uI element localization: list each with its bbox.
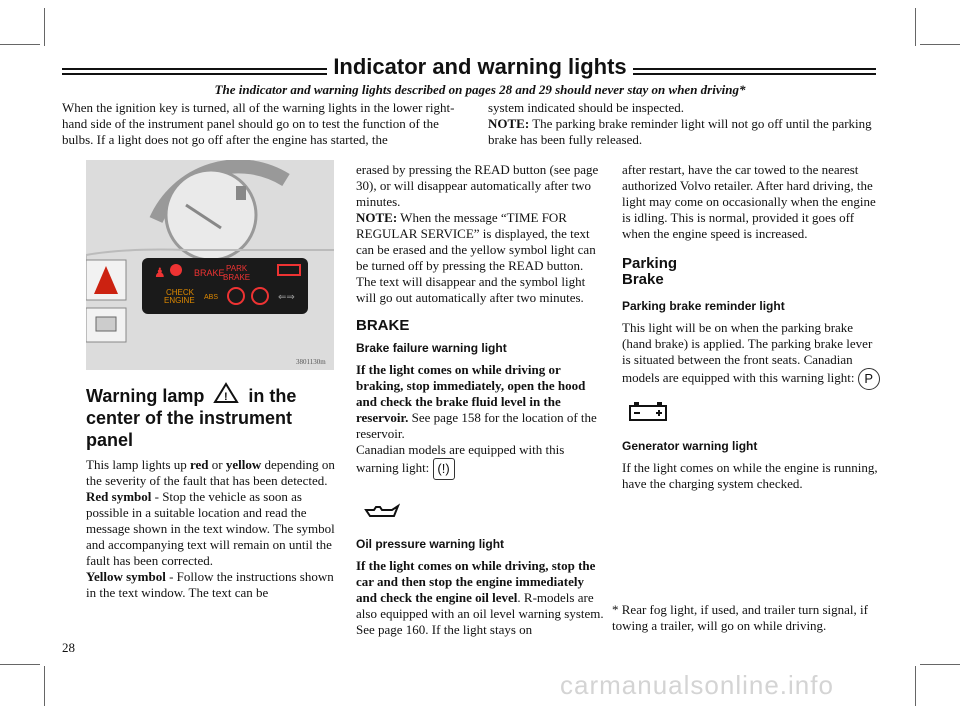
svg-text:⇐⇒: ⇐⇒ (278, 292, 295, 303)
panel-engine-label: ENGINE (164, 296, 195, 305)
oil-icon-area (356, 480, 606, 536)
instrument-panel-image (86, 160, 334, 370)
note-text: The parking brake reminder light will not go off until the parking brake has been fully released. (488, 116, 872, 147)
footnote: * Rear fog light, if used, and trailer turn signal, if towing a trailer, will go on while driving. (612, 602, 868, 633)
intro-left (62, 100, 467, 148)
panel-park-brake-label: BRAKE (223, 273, 251, 282)
crop-mark (915, 8, 916, 46)
red-symbol-label: Red symbol (86, 489, 152, 504)
warning-lamp-heading: Warning lamp ! in the center of the instrument panel (86, 382, 341, 451)
panel-brake-label: BRAKE (194, 268, 225, 278)
yellow-symbol-label: Yellow symbol (86, 569, 166, 584)
intro-left-text: When the ignition key is turned, all of the warning lights in the lower right-hand side of the instrument panel should go on to test the function of the bulbs. If a light does not go off after the engine has started, the (62, 100, 455, 147)
generator-text: If the light comes on while the engine is running, have the charging system checked. (622, 460, 878, 491)
brake-circle-icon: (!) (433, 458, 455, 480)
battery-icon-area (622, 390, 882, 428)
battery-icon (628, 400, 668, 422)
col2-continuation: erased by pressing the READ button (see page 30), or will disappear automatically after two minutes. (356, 162, 599, 209)
warning-triangle-icon (213, 382, 239, 404)
crop-mark (920, 664, 960, 665)
crop-mark (915, 666, 916, 706)
brake-failure-subheading: Brake failure warning light (356, 341, 507, 355)
page-title: Indicator and warning lights (0, 54, 960, 80)
panel-abs-label: ABS (204, 294, 219, 301)
col3-continuation: after restart, have the car towed to the nearest authorized Volvo retailer. After hard driving, the light may come on occasionally when the engine is idling. This is normal, provided it goes off when the engine speed is increased. (622, 162, 876, 241)
intro-right (488, 100, 873, 148)
column-3: after restart, have the car towed to the nearest authorized Volvo retailer. After hard driving, the light may come on occasionally when the engine is idling. This is normal, provided it goes off when the engine speed is increased. Parking Brake Parking brake reminder light This light will be on when the parking brake (hand brake) is applied. The parking brake lever is situated between the front seats. Canadian models are equipped with this warning light: P Generator warning light If the light comes on while the engine is running, have the charging system checked. (622, 162, 882, 492)
svg-text:!: ! (224, 391, 229, 403)
watermark: carmanualsonline.info (560, 670, 834, 700)
panel-park-label: PARK (226, 264, 248, 273)
warning-lamp-section (86, 382, 341, 601)
seatbelt-icon: ♟ (154, 265, 166, 280)
crop-mark (44, 8, 45, 46)
note-label: NOTE: (356, 210, 398, 225)
crop-mark (920, 44, 960, 45)
parking-reminder-subheading: Parking brake reminder light (622, 299, 785, 313)
oil-pressure-subheading: Oil pressure warning light (356, 537, 505, 551)
headlight-icon (96, 317, 116, 331)
parking-p-icon: P (858, 368, 880, 390)
note-label: NOTE: (488, 116, 530, 131)
instrument-cluster-illustration (86, 160, 334, 370)
crop-mark (44, 666, 45, 706)
brake-heading: BRAKE (356, 317, 410, 334)
column-2: erased by pressing the READ button (see page 30), or will disappear automatically after two minutes. NOTE: When the message “TIME FOR REGULAR SERVICE” is displayed, the text can be erased and the yellow symbol light can be turned off by pressing the READ button. The text will disappear and the symbol light will go out automatically after two minutes. BRAKE Brake failure warning light If the light comes on while driving or braking, stop immediately, open the hood and check the brake fluid level in the reservoir. See page 158 for the location of the reservoir. Canadian models are equipped with this warning light: (!) Oil pressure warning light If the light comes on while driving, stop the car and then stop the engine immediately and check the engine oil level. R-models are also equipped with an oil level warning system. See page 160. If the light stays on (356, 162, 606, 638)
generator-subheading: Generator warning light (622, 439, 758, 453)
oil-can-icon (364, 502, 400, 522)
crop-mark (0, 664, 40, 665)
image-ref: 3801130m (296, 358, 326, 366)
panel-check-label: CHECK (166, 288, 195, 297)
fuel-pump-icon (236, 186, 246, 200)
crop-mark (0, 44, 40, 45)
intro-right-text: system indicated should be inspected. (488, 100, 685, 115)
page-subtitle: The indicator and warning lights described on pages 28 and 29 should never stay on when driving* (214, 82, 746, 97)
parking-brake-heading: Parking Brake (622, 255, 678, 288)
airbag-icon (170, 264, 182, 276)
page-number: 28 (62, 640, 75, 655)
warning-lamp-body: This lamp lights up red or yellow depending on the severity of the fault that has been detected. Red symbol - Stop the vehicle as soon as possible in a suitable location and read the message shown in the text window. The symbol and accompanying text will remain on until the fault has been corrected. Yellow symbol - Follow the instructions shown in the text window. The text can be (86, 457, 335, 600)
